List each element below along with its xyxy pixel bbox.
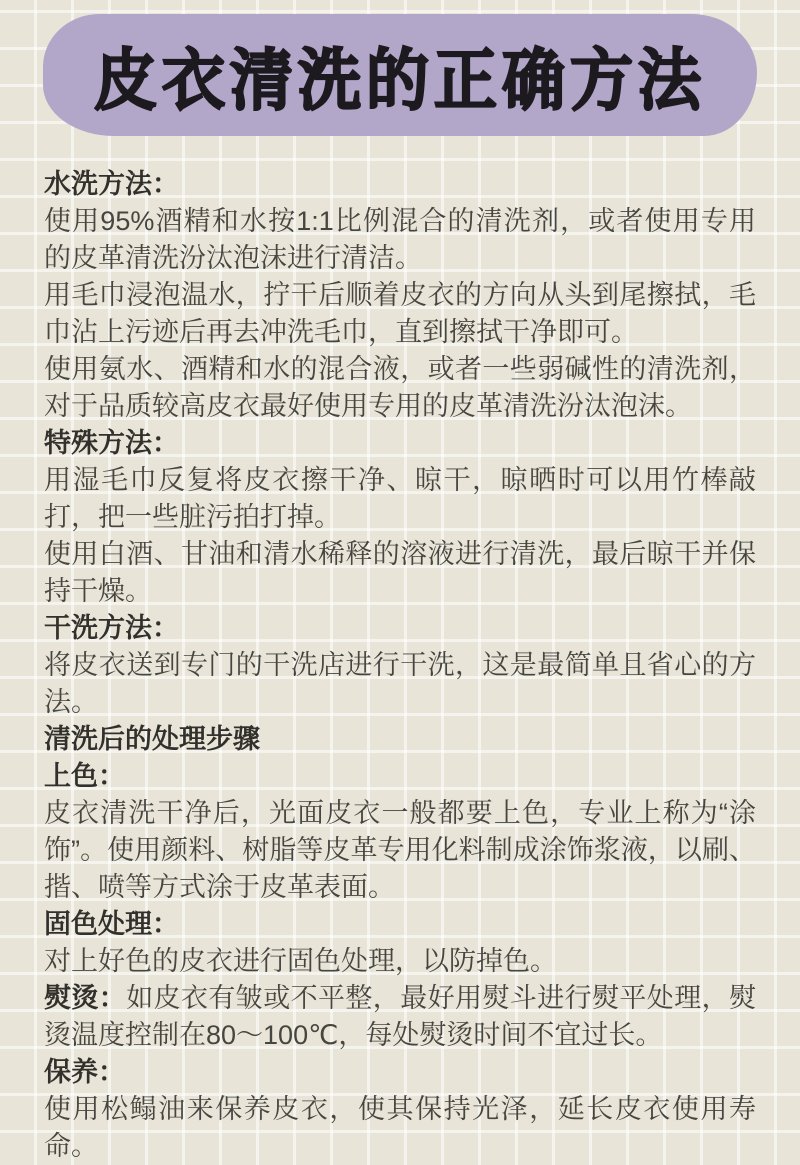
- section-heading: 保养：: [44, 1057, 125, 1087]
- page-title: 皮衣清洗的正确方法: [94, 43, 706, 118]
- article-body: [44, 166, 756, 1165]
- section-heading: 干洗方法：: [44, 613, 179, 643]
- section-paragraph: 使用松鳎油来保养皮衣，使其保持光泽，延长皮衣使用寿命。: [44, 1094, 756, 1161]
- section-heading: 水洗方法：: [44, 169, 179, 199]
- section-heading: 上色：: [44, 761, 125, 791]
- section-paragraph: 皮衣清洗干净后，光面皮衣一般都要上色，专业上称为“涂饰”。使用颜料、树脂等皮革专用化料制成涂饰浆液，以刷、揩、喷等方式涂于皮革表面。: [44, 798, 756, 902]
- section-heading: 清洗后的处理步骤: [44, 724, 260, 754]
- section-heading: 固色处理：: [44, 909, 179, 939]
- section-paragraph: 使用95%酒精和水按1:1比例混合的清洗剂，或者使用专用的皮革清洗汾汰泡沫进行清洁。: [44, 206, 756, 273]
- section-heading: 特殊方法：: [44, 428, 179, 458]
- section-paragraph: 用湿毛巾反复将皮衣擦干净、晾干，晾晒时可以用竹棒敲打，把一些脏污拍打掉。: [44, 465, 756, 532]
- section-paragraph: 使用白酒、甘油和清水稀释的溶液进行清洗，最后晾干并保持干燥。: [44, 539, 756, 606]
- section-paragraph: 将皮衣送到专门的干洗店进行干洗，这是最简单且省心的方法。: [44, 650, 756, 717]
- section-paragraph: 用毛巾浸泡温水，拧干后顺着皮衣的方向从头到尾擦拭，毛巾沾上污迹后再去冲洗毛巾，直到擦拭干净即可。: [44, 280, 756, 347]
- title-banner: [43, 14, 757, 136]
- section-paragraph: 对上好色的皮衣进行固色处理，以防掉色。: [44, 946, 557, 976]
- section-paragraph: 使用氨水、酒精和水的混合液，或者一些弱碱性的清洗剂，对于品质较高皮衣最好使用专用的皮革清洗汾汰泡沫。: [44, 354, 756, 421]
- section-heading: 熨烫：: [44, 983, 127, 1013]
- paragraph-text: 如皮衣有皱或不平整，最好用熨斗进行熨平处理，熨烫温度控制在80～100℃，每处熨烫时间不宜过长。: [44, 983, 757, 1050]
- section-paragraph: [44, 980, 756, 1054]
